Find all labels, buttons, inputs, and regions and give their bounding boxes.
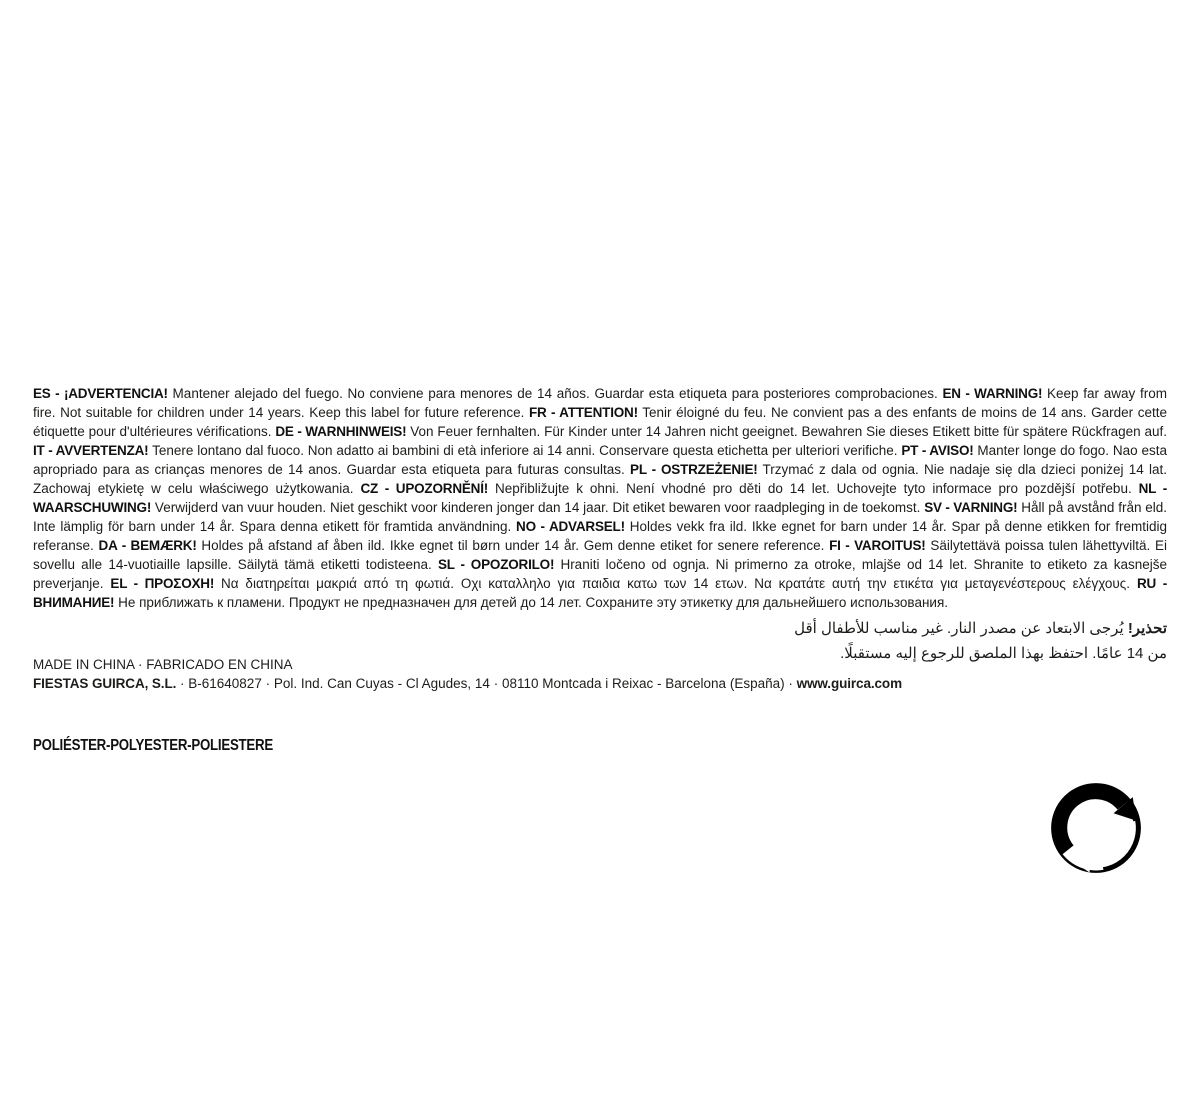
manufacturer-line [33, 675, 902, 692]
warning-text-segment: Mantener alejado del fuego. No conviene para menores de 14 años. Guardar esta etiqueta para posteriores comprobaciones. [167, 386, 943, 401]
language-warning-label: SL - OPOZORILO! [437, 557, 555, 572]
warning-text-segment: Не приближать к пламени. Продукт не предназначен для детей до 14 лет. Сохраните эту этикетку для дальнейшего использования. [114, 595, 949, 610]
manufacturer-website: www.guirca.com [796, 676, 902, 691]
language-warning-label: IT - AVVERTENZA! [33, 443, 149, 458]
arabic-warning-line-1 [607, 616, 1167, 641]
warning-text-segment: Manter longe do fogo. Nao esta apropriado para as crianças menores de 14 anos. Guardar esta etiqueta para futuras consultas. [33, 443, 1167, 477]
language-warning-label: EN - WARNING! [942, 386, 1043, 401]
language-warning-label: SV - VARNING! [924, 500, 1018, 515]
warning-text-segment: Von Feuer fernhalten. Für Kinder unter 14 Jahren nicht geeignet. Bewahren Sie dieses Etikett bitte für spätere Rückfragen auf. [406, 424, 1167, 439]
green-point-icon [1048, 780, 1144, 876]
warning-text-segment: Keep far away from fire. Not suitable for children under 14 years. Keep this label for future reference. [33, 386, 1167, 420]
warning-text-segment: Nepřibližujte k ohni. Není vhodné pro děti do 14 let. Uchovejte tyto informace pro pozdější potřebu. [488, 481, 1139, 496]
warning-text-segment: Tenere lontano dal fuoco. Non adatto ai bambini di età inferiore ai 14 anni. Conservare questa etichetta per ulteriori verifiche. [148, 443, 902, 458]
multilingual-warning-paragraph [33, 384, 1167, 612]
manufacturer-address: · B-61640827 · Pol. Ind. Can Cuyas - Cl Agudes, 14 · 08110 Montcada i Reixac - Barcelona (España) · [176, 676, 797, 691]
language-warning-label: DA - BEMÆRK! [98, 538, 197, 553]
manufacturer-company-name: FIESTAS GUIRCA, S.L. [33, 676, 177, 691]
language-warning-label: DE - WARNHINWEIS! [275, 424, 407, 439]
green-point-recycling-icon [1048, 780, 1144, 876]
arabic-warning-block [607, 616, 1167, 666]
warning-text-segment: Tenir éloigné du feu. Ne convient pas a des enfants de moins de 14 ans. Garder cette étiquette pour d'ultérieures vérifications. [33, 405, 1167, 439]
language-warning-label: FR - ATTENTION! [528, 405, 638, 420]
language-warning-label: CZ - UPOZORNĚNÍ! [360, 481, 489, 496]
language-warning-label: NL - WAARSCHUWING! [33, 481, 1167, 515]
warning-text-segment: Holdes vekk fra ild. Ikke egnet for barn under 14 år. Spar på denne etikken for fremtidig referanse. [33, 519, 1168, 553]
warning-text-segment: Verwijderd van vuur houden. Niet geschikt voor kinderen jonger dan 14 jaar. Dit etiket bewaren voor raadpleging in de toekomst. [151, 500, 925, 515]
made-in-china-line: MADE IN CHINA · FABRICADO EN CHINA [33, 657, 293, 672]
warning-text-segment: Hraniti ločeno od ognja. Ni primerno za otroke, mlajše od 14 let. Shranite to etiketo za kasnejše preverjanje. [33, 557, 1167, 591]
language-warning-label: FI - VAROITUS! [829, 538, 926, 553]
arabic-warning-line-2: من 14 عامًا. احتفظ بهذا الملصق للرجوع إليه مستقبلًا. [840, 645, 1167, 662]
warning-text-segment: Håll på avstånd från eld. Inte lämplig för barn under 14 år. Spara denna etikett för framtida användning. [33, 500, 1168, 534]
warning-text-segment: Να διατηρείται μακριά από τη φωτιά. Οχι καταλληλο για παιδια κατω των 14 ετων. Να κρατάτε αυτή την ετικέτα για μεταγενέστερους ελέγχους. [214, 576, 1137, 591]
arabic-warning-label: تحذير! [1127, 620, 1167, 637]
language-warning-label: RU - ВНИМАНИЕ! [33, 576, 1167, 610]
material-composition-line: POLIÉSTER-POLYESTER-POLIESTERE [33, 737, 273, 754]
language-warning-label: PL - OSTRZEŻENIE! [630, 462, 758, 477]
warning-text-segment: Säilytettävä poissa tulen lähettyviltä. Ei sovellu alle 14-vuotiaille lapsille. Säilytä tämä etiketti todisteena. [33, 538, 1167, 572]
language-warning-label: PT - AVISO! [901, 443, 974, 458]
warning-text-segment: Trzymać z dala od ognia. Nie nadaje się dla dzieci poniżej 14 lat. Zachowaj etykietę w celu właściwego użytkowania. [33, 462, 1167, 496]
language-warning-label: EL - ΠΡΟΣΟΧΗ! [110, 576, 215, 591]
warning-text-segment: Holdes på afstand af åben ild. Ikke egnet til børn under 14 år. Gem denne etiket for senere reference. [196, 538, 830, 553]
language-warning-label: NO - ADVARSEL! [516, 519, 625, 534]
arabic-warning-line-1-text: يُرجى الابتعاد عن مصدر النار. غير مناسب للأطفال أقل [794, 620, 1128, 637]
language-warning-label: ES - ¡ADVERTENCIA! [33, 386, 168, 401]
